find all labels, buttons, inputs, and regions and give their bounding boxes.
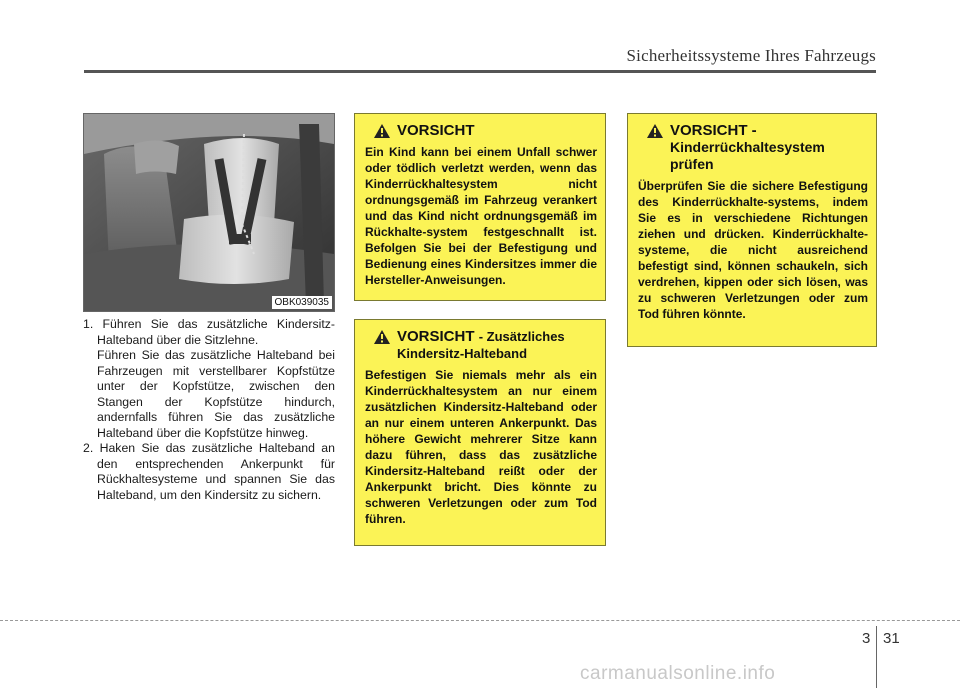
caution-heading (397, 328, 597, 362)
photo-code: OBK039035 (272, 296, 333, 309)
caution-subtitle: - Zusätzliches Kindersitz-Halteband (397, 329, 565, 361)
installation-steps (83, 317, 335, 503)
child-seat-illustration (84, 114, 334, 311)
caution-title: VORSICHT - (670, 122, 757, 139)
warning-triangle-icon (373, 329, 391, 345)
child-seat-photo (83, 113, 335, 312)
caution-title: VORSICHT (397, 122, 475, 139)
caution-box-tether-strap (354, 319, 606, 546)
step-1: 1. Führen Sie das zusätzliche Kindersitz-Halteband über die Sitzlehne. (83, 317, 335, 347)
step-2: 2. Haken Sie das zusätzliche Halteband an den entsprechenden Ankerpunkt für Rückhaltesysteme und spannen Sie das Halteband, um den Kindersitz zu sichern. (83, 441, 335, 502)
page-number: 31 (883, 630, 900, 647)
caution-subtitle: Kinderrückhaltesystem prüfen (670, 139, 825, 172)
step-1-detail: Führen Sie das zusätzliche Halteband bei Fahrzeugen mit verstellbarer Kopfstütze unter der Kopfstütze, zwischen den Stangen der Kopfstütze hindurch, andernfalls führen Sie das zusätzliche Halteband über die Kopfstütze hinweg. (97, 348, 335, 440)
footer-rule (0, 620, 960, 621)
caution-body: Überprüfen Sie die sichere Befestigung des Kinderrückhalte-systems, indem Sie es in verschiedene Richtungen ziehen und drücken. Kinderrückhalte-systeme, die nicht ausreichend befestigt sind, können schaukeln, sich verdrehen, kippen oder sich lösen, was zu schweren Verletzungen oder zum Tod führen könnte. (638, 179, 868, 321)
caution-box-check-restraint (627, 113, 877, 347)
caution-body: Befestigen Sie niemals mehr als ein Kinderrückhaltesystem an nur einem zusätzlichen Kindersitz-Halteband oder an nur einem unteren Ankerpunkt. Das höhere Gewicht mehrerer Sitze kann dazu führen, dass das zusätzliche Kindersitz-Halteband reißt oder der Ankerpunkt bricht. Dies könnte zu schweren Verletzungen oder zum Tod führen. (365, 368, 597, 526)
page-number-divider (876, 626, 877, 688)
warning-triangle-icon (646, 123, 664, 139)
caution-body: Ein Kind kann bei einem Unfall schwer oder tödlich verletzt werden, wenn das Kinderrückhaltesystem nicht ordnungsgemäß im Fahrzeug verankert und das Kind nicht ordnungsgemäß im Rückhalte-system festgeschnallt ist. Befolgen Sie bei der Befestigung und Bedienung eines Kindersitzes immer die Hersteller-Anweisungen. (365, 145, 597, 287)
caution-box-child-restraint (354, 113, 606, 301)
chapter-number: 3 (862, 630, 871, 647)
caution-heading (670, 122, 868, 173)
warning-triangle-icon (373, 123, 391, 139)
header-rule (84, 70, 876, 73)
header-title: Sicherheitssysteme Ihres Fahrzeugs (626, 46, 876, 65)
caution-title: VORSICHT (397, 328, 475, 345)
watermark: carmanualsonline.info (580, 663, 776, 684)
